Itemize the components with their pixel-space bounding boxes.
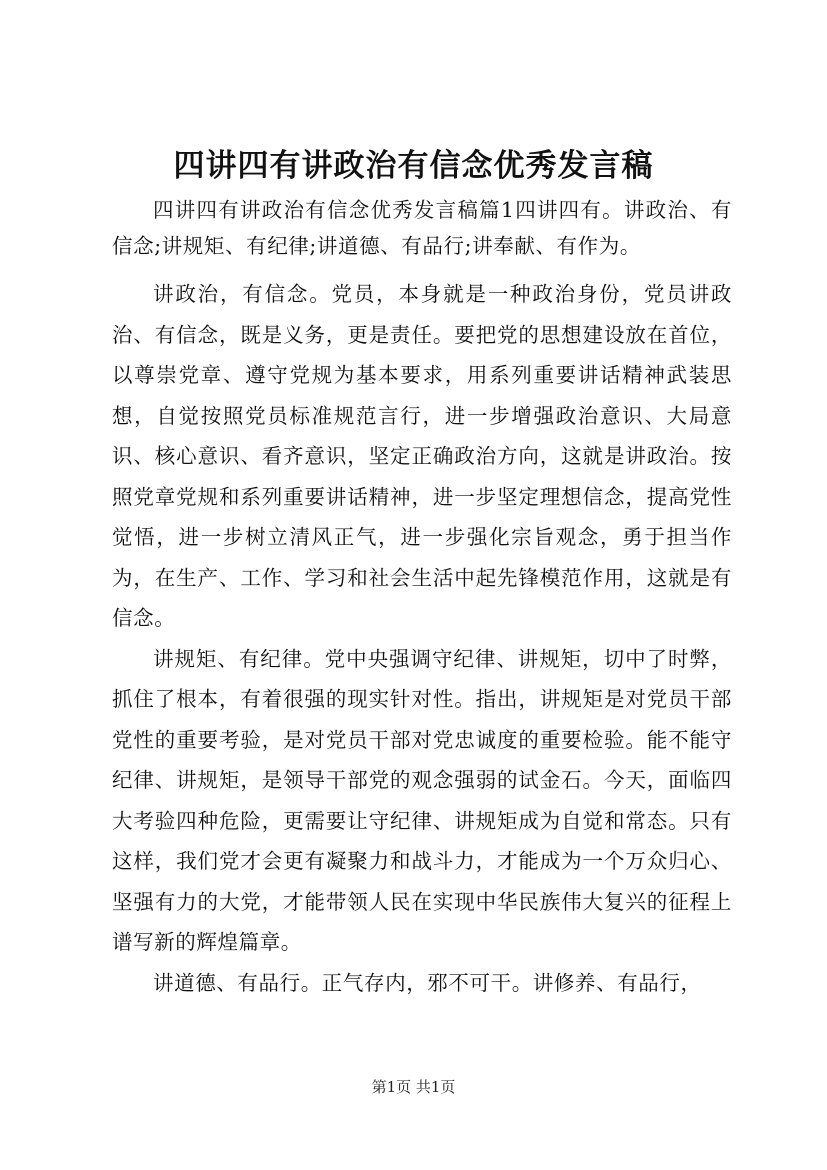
paragraph-intro: 四讲四有讲政治有信念优秀发言稿篇1四讲四有。讲政治、有信念;讲规矩、有纪律;讲道德、有品行;讲奉献、有作为。 [112, 198, 732, 258]
paragraph-politics: 讲政治，有信念。党员，本身就是一种政治身份，党员讲政治、有信念，既是义务，更是责任。要把党的思想建设放在首位，以尊崇党章、遵守党规为基本要求，用系列重要讲话精神武装思想，自觉按照党员标准规范言行，进一步增强政治意识、大局意识、核心意识、看齐意识，坚定正确政治方向，这就是讲政治。按照党章党规和系列重要讲话精神，进一步坚定理想信念，提高党性觉悟，进一步树立清风正气，进一步强化宗旨观念，勇于担当作为，在生产、工作、学习和社会生活中起先锋模范作用，这就是有信念。 [112, 282, 732, 630]
paragraph-morality: 讲道德、有品行。正气存内，邪不可干。讲修养、有品行， [153, 970, 702, 995]
document-title: 四讲四有讲政治有信念优秀发言稿 [173, 148, 654, 184]
paragraph-discipline: 讲规矩、有纪律。党中央强调守纪律、讲规矩，切中了时弊，抓住了根本，有着很强的现实针对性。指出，讲规矩是对党员干部党性的重要考验，是对党员干部对党忠诚度的重要检验。能不能守纪律、讲规矩，是领导干部党的观念强弱的试金石。今天，面临四大考验四种危险，更需要让守纪律、讲规矩成为自觉和常态。只有这样，我们党才会更有凝聚力和战斗力，才能成为一个万众归心、坚强有力的大党，才能带领人民在实现中华民族伟大复兴的征程上谱写新的辉煌篇章。 [112, 646, 732, 954]
document-body [112, 192, 732, 1003]
page-footer: 第1页 共1页 [371, 1078, 456, 1096]
